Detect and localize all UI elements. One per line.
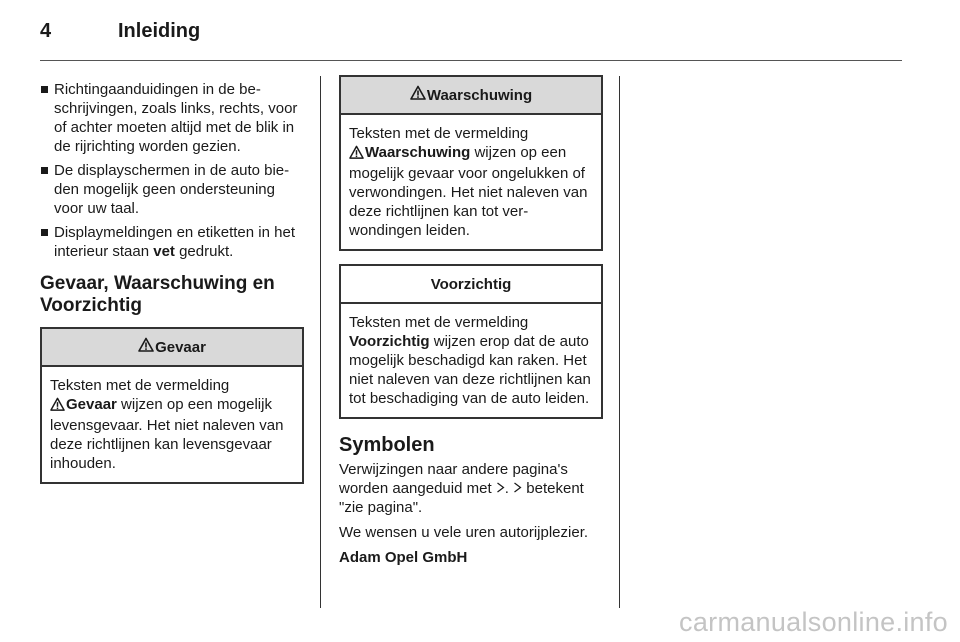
page-header [40, 18, 902, 61]
waarschuwing-box [339, 75, 603, 251]
bullet-item: Displaymeldingen en etiketten in het interieur staan vet gedrukt. [40, 223, 304, 261]
warning-triangle-icon [50, 397, 65, 416]
gevaar-box-title: Gevaar [42, 329, 302, 367]
chapter-title: Inleiding [118, 20, 201, 42]
section-heading: Gevaar, Waarschuwing en Voorzichtig [40, 273, 275, 316]
page-reference-arrow-icon [513, 480, 522, 497]
gevaar-box-body: Teksten met de vermelding Gevaar wijzen op een mogelijk levensgevaar. Het niet naleven van deze richtlijnen kan levensgevaar inhouden. [50, 377, 284, 472]
waarschuwing-box-title: Waarschuwing [341, 77, 601, 115]
middle-column [339, 75, 603, 573]
page-reference-arrow-icon [496, 480, 505, 497]
watermark: carmanualsonline.info [679, 607, 948, 637]
bullet-item: De displayschermen in de auto bieden mogelijk geen ondersteuning voor uw taal. [40, 161, 304, 218]
warning-triangle-icon [410, 85, 426, 105]
voorzichtig-box-title: Voorzichtig [341, 266, 601, 304]
voorzichtig-box [339, 264, 603, 419]
waarschuwing-box-body: Teksten met de vermelding Waarschuwing wijzen op een mogelijk gevaar voor ongelukken of verwondingen. Het niet naleven van deze richtlijnen kan tot verwondingen leiden. [349, 125, 588, 239]
closing-paragraph: We wensen u vele uren autorijplezier. [339, 524, 589, 541]
warning-triangle-icon [349, 145, 364, 164]
symbolen-paragraph: Verwijzingen naar andere pagina's worden aangeduid met . betekent "zie pagina". [339, 461, 584, 516]
gevaar-box [40, 327, 304, 484]
signature: Adam Opel GmbH [339, 549, 468, 566]
symbolen-heading: Symbolen [339, 434, 435, 456]
column-divider [619, 76, 620, 608]
voorzichtig-box-body: Teksten met de vermelding Voorzichtig wijzen erop dat de auto mogelijk beschadigd kan raken. Het niet naleven van deze richtlijnen kan tot beschadiging van de auto leiden. [349, 314, 591, 407]
column-divider [320, 76, 321, 608]
bullet-list [40, 80, 304, 261]
left-column [40, 80, 304, 497]
page-number: 4 [40, 20, 52, 42]
warning-triangle-icon [138, 337, 154, 357]
bullet-item: Richtingaanduidingen in de beschrijvingen, zoals links, rechts, voor of achter moeten altijd met de blik in de rijrichting worden gezien. [40, 80, 304, 156]
